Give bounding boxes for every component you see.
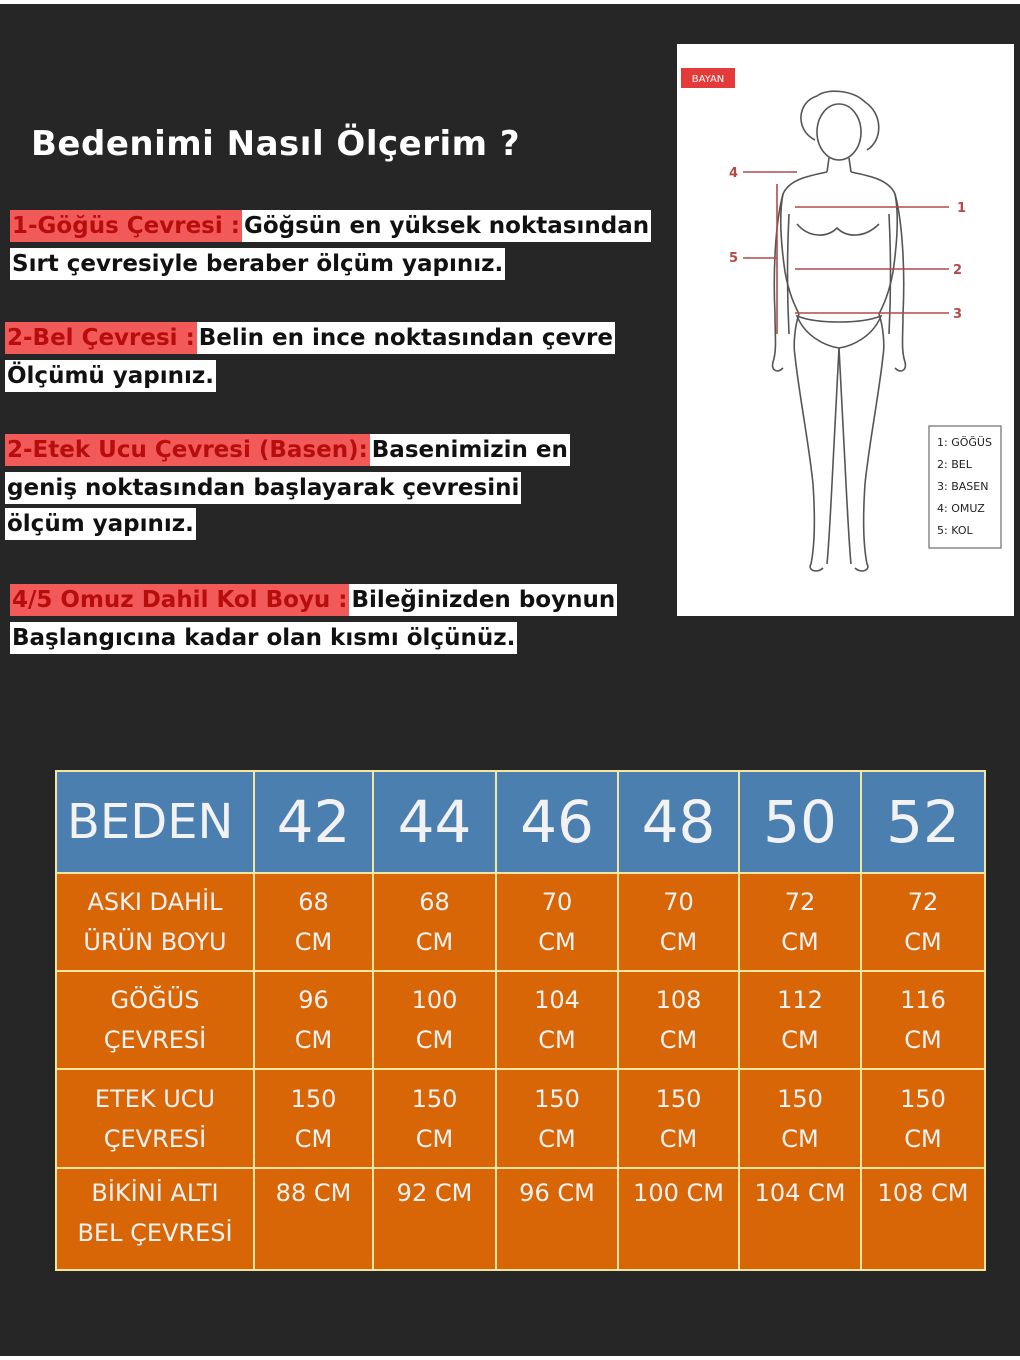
instruction-3-label: 2-Etek Ucu Çevresi (Basen):	[5, 434, 370, 466]
size-44: 44	[373, 771, 496, 873]
table-cell: 116 CM	[861, 971, 985, 1069]
instruction-4-line-1	[10, 584, 617, 616]
measurement-markers	[729, 166, 966, 322]
row-label: BİKİNİ ALTI BEL ÇEVRESİ	[56, 1168, 254, 1270]
instruction-2-line-1	[5, 322, 615, 354]
size-46: 46	[496, 771, 618, 873]
size-header-row	[56, 771, 985, 873]
table-cell: 72 CM	[739, 873, 861, 971]
table-row-chest	[56, 971, 985, 1069]
header-beden: BEDEN	[56, 771, 254, 873]
marker-1: 1	[957, 201, 967, 216]
marker-5: 5	[729, 251, 739, 266]
size-42: 42	[254, 771, 373, 873]
row-label: ETEK UCU ÇEVRESİ	[56, 1069, 254, 1168]
table-row-bikini-waist	[56, 1168, 985, 1270]
size-48: 48	[618, 771, 739, 873]
legend-entry-2: 2: BEL	[937, 458, 972, 471]
instruction-3-line-1	[5, 434, 570, 466]
row-label: ASKI DAHİL ÜRÜN BOYU	[56, 873, 254, 971]
instruction-2-label: 2-Bel Çevresi :	[5, 322, 197, 354]
table-cell: 150 CM	[373, 1069, 496, 1168]
table-cell: 150 CM	[861, 1069, 985, 1168]
instruction-2-text-2: Ölçümü yapınız.	[5, 360, 216, 392]
legend-entry-4: 4: OMUZ	[937, 502, 985, 515]
instruction-4-text-1: Bileğinizden boynun	[349, 584, 617, 616]
table-cell: 150 CM	[739, 1069, 861, 1168]
instruction-3-line-3	[5, 508, 196, 540]
table-cell: 150 CM	[254, 1069, 373, 1168]
marker-4: 4	[729, 166, 739, 181]
female-body-diagram	[677, 44, 1014, 616]
table-cell: 68 CM	[254, 873, 373, 971]
table-cell: 112 CM	[739, 971, 861, 1069]
table-cell: 92 CM	[373, 1168, 496, 1270]
size-table	[55, 770, 986, 1271]
table-cell: 108 CM	[618, 971, 739, 1069]
table-cell: 108 CM	[861, 1168, 985, 1270]
instruction-3-text-3: ölçüm yapınız.	[5, 508, 196, 540]
table-cell: 100 CM	[618, 1168, 739, 1270]
bayan-tag-text: BAYAN	[691, 74, 725, 85]
marker-2: 2	[953, 263, 963, 278]
table-row-product-length	[56, 873, 985, 971]
size-50: 50	[739, 771, 861, 873]
instruction-1-line-1	[10, 210, 651, 242]
table-cell: 104 CM	[496, 971, 618, 1069]
table-cell: 88 CM	[254, 1168, 373, 1270]
instruction-2-line-2	[5, 360, 216, 392]
marker-3: 3	[953, 307, 963, 322]
measurement-lines	[743, 172, 949, 334]
table-cell: 96 CM	[254, 971, 373, 1069]
instruction-4-line-2	[10, 622, 517, 654]
table-cell: 68 CM	[373, 873, 496, 971]
table-cell: 72 CM	[861, 873, 985, 971]
instruction-4-text-2: Başlangıcına kadar olan kısmı ölçünüz.	[10, 622, 517, 654]
instruction-1-line-2	[10, 248, 505, 280]
table-cell: 150 CM	[496, 1069, 618, 1168]
table-cell: 100 CM	[373, 971, 496, 1069]
instruction-1-text-2: Sırt çevresiyle beraber ölçüm yapınız.	[10, 248, 505, 280]
table-cell: 96 CM	[496, 1168, 618, 1270]
table-cell: 104 CM	[739, 1168, 861, 1270]
table-cell: 70 CM	[496, 873, 618, 971]
table-row-hem	[56, 1069, 985, 1168]
instruction-3-text-2: geniş noktasından başlayarak çevresini	[5, 472, 521, 504]
instruction-1-label: 1-Göğüs Çevresi :	[10, 210, 242, 242]
body-measurement-figure	[677, 44, 1014, 616]
instruction-1-text-1: Göğsün en yüksek noktasından	[242, 210, 651, 242]
instruction-3-line-2	[5, 472, 521, 504]
row-label: GÖĞÜS ÇEVRESİ	[56, 971, 254, 1069]
table-cell: 70 CM	[618, 873, 739, 971]
legend-entry-5: 5: KOL	[937, 524, 973, 537]
instruction-4-label: 4/5 Omuz Dahil Kol Boyu :	[10, 584, 349, 616]
instruction-2-text-1: Belin en ince noktasından çevre	[197, 322, 615, 354]
instruction-3-text-1: Basenimizin en	[370, 434, 570, 466]
page-title: Bedenimi Nasıl Ölçerim ?	[31, 124, 521, 164]
body-outline	[773, 91, 906, 571]
size-52: 52	[861, 771, 985, 873]
legend-entry-3: 3: BASEN	[937, 480, 989, 493]
table-cell: 150 CM	[618, 1069, 739, 1168]
legend-entry-1: 1: GÖĞÜS	[937, 436, 992, 449]
size-guide-page	[0, 4, 1020, 1356]
